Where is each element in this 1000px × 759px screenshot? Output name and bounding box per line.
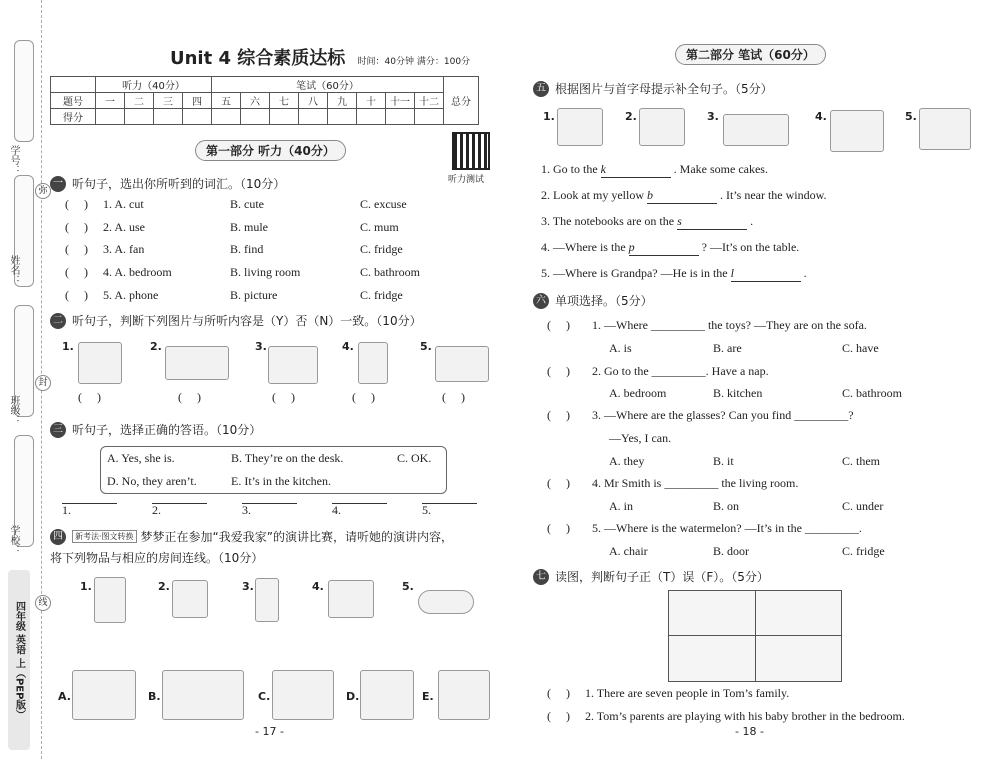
q3-options-box bbox=[100, 446, 447, 494]
col-header: 一 bbox=[96, 93, 125, 109]
answer-paren[interactable]: ( ) bbox=[65, 265, 88, 279]
family-house-image bbox=[668, 590, 842, 682]
seal-mark-1: 弥 bbox=[35, 183, 51, 199]
sofa-image bbox=[723, 114, 789, 146]
option-b: B. kitchen bbox=[713, 386, 763, 400]
score-table bbox=[50, 76, 479, 125]
part1-heading: 第一部分 听力（40分） bbox=[195, 140, 346, 161]
option-c: C. bathroom bbox=[360, 265, 420, 279]
q2-answer-4[interactable]: ( ) bbox=[352, 390, 375, 404]
row-label-score: 得分 bbox=[51, 109, 96, 125]
q3-option: C. OK. bbox=[397, 451, 432, 465]
answer-paren[interactable]: ( ) bbox=[65, 242, 88, 256]
question-text: 5. —Where is the watermelon? —It’s in the _________. bbox=[592, 521, 862, 535]
living-room-image bbox=[162, 670, 244, 720]
girl-phone-image bbox=[78, 342, 122, 384]
score-cell[interactable] bbox=[241, 109, 270, 125]
fill-blank[interactable] bbox=[647, 188, 717, 204]
q3-option: D. No, they aren’t. bbox=[107, 474, 197, 488]
q4-item-label: 2. bbox=[158, 580, 170, 593]
col-header: 五 bbox=[212, 93, 241, 109]
q4-number: 四 bbox=[50, 529, 66, 545]
answer-paren[interactable]: ( ) bbox=[547, 521, 570, 535]
statement-text: 2. Tom’s parents are playing with his baby brother in the bedroom. bbox=[585, 709, 905, 723]
q5-sentence-3 bbox=[541, 214, 753, 230]
score-cell[interactable] bbox=[386, 109, 415, 125]
option-a: A. in bbox=[609, 499, 633, 513]
answer-paren[interactable]: ( ) bbox=[547, 318, 570, 332]
sentence-text: 4. —Where is the bbox=[541, 240, 626, 254]
hint-letter: l bbox=[730, 266, 734, 280]
option-b: B. living room bbox=[230, 265, 301, 279]
q5-sentence-1 bbox=[541, 162, 768, 178]
question-text: 4. Mr Smith is _________ the living room. bbox=[592, 476, 799, 490]
computer-image bbox=[328, 580, 374, 618]
score-cell[interactable] bbox=[183, 109, 212, 125]
blank-label: 4. bbox=[332, 503, 341, 517]
seal-mark-2: 封 bbox=[35, 375, 51, 391]
q2-answer-5[interactable]: ( ) bbox=[442, 390, 465, 404]
answer-blank[interactable] bbox=[332, 503, 387, 504]
unit-title: Unit 4 综合素质达标 bbox=[170, 48, 346, 69]
q5-pic-label: 3. bbox=[707, 110, 719, 123]
q2-pic-label: 2. bbox=[150, 340, 162, 353]
option-c: C. excuse bbox=[360, 197, 407, 211]
q4-room-label: B. bbox=[148, 690, 161, 703]
option-a: 1. A. cut bbox=[103, 197, 144, 211]
q3-number: 三 bbox=[50, 422, 66, 438]
option-c: C. them bbox=[842, 454, 880, 468]
q4-item-label: 4. bbox=[312, 580, 324, 593]
row-label-number: 题号 bbox=[51, 93, 96, 109]
question-text: 1. —Where _________ the toys? —They are on the sofa. bbox=[592, 318, 867, 332]
answer-paren[interactable]: ( ) bbox=[547, 709, 570, 723]
option-a: A. is bbox=[609, 341, 632, 355]
sentence-text: . Make some cakes. bbox=[673, 162, 768, 176]
student-id-box[interactable] bbox=[14, 40, 34, 142]
sentence-text: 3. The notebooks are on the bbox=[541, 214, 675, 228]
fill-blank[interactable] bbox=[629, 240, 699, 256]
answer-blank[interactable] bbox=[242, 503, 297, 504]
q3-option: E. It’s in the kitchen. bbox=[231, 474, 331, 488]
score-cell[interactable] bbox=[212, 109, 241, 125]
sentence-text: . It’s near the window. bbox=[719, 188, 827, 202]
q7-heading bbox=[533, 568, 769, 585]
q5-heading bbox=[533, 80, 773, 97]
col-header: 四 bbox=[183, 93, 212, 109]
teddy-bear-image bbox=[94, 577, 126, 623]
col-header: 十一 bbox=[386, 93, 415, 109]
score-cell[interactable] bbox=[125, 109, 154, 125]
picture-frame-image bbox=[172, 580, 208, 618]
q5-text: 根据图片与首字母提示补全句子。（5分） bbox=[555, 82, 773, 96]
score-cell[interactable] bbox=[270, 109, 299, 125]
score-table-corner bbox=[51, 77, 96, 93]
q4-room-label: D. bbox=[346, 690, 360, 703]
q4-tag: 新考法·图文转换 bbox=[72, 530, 137, 543]
blank-label: 5. bbox=[422, 503, 431, 517]
option-c: C. fridge bbox=[360, 242, 403, 256]
page-number: - 17 - bbox=[255, 725, 284, 738]
option-c: C. under bbox=[842, 499, 884, 513]
class-label: 班级： bbox=[8, 395, 19, 425]
q4-room-label: C. bbox=[258, 690, 271, 703]
option-b: B. mule bbox=[230, 220, 268, 234]
q5-sentence-2 bbox=[541, 188, 827, 204]
q1-heading bbox=[50, 175, 285, 192]
answer-paren[interactable]: ( ) bbox=[547, 476, 570, 490]
col-header: 二 bbox=[125, 93, 154, 109]
answer-paren[interactable]: ( ) bbox=[547, 686, 570, 700]
q2-pic-label: 5. bbox=[420, 340, 432, 353]
blank-label: 3. bbox=[242, 503, 251, 517]
q5-number: 五 bbox=[533, 81, 549, 97]
answer-blank[interactable] bbox=[152, 503, 207, 504]
q5-pic-label: 2. bbox=[625, 110, 637, 123]
q2-answer-2[interactable]: ( ) bbox=[178, 390, 201, 404]
bathroom-image bbox=[272, 670, 334, 720]
q1-number: 一 bbox=[50, 176, 66, 192]
q4-text: 梦梦正在参加“我爱我家”的演讲比赛，请听她的演讲内容， bbox=[140, 530, 453, 544]
blank-label: 2. bbox=[152, 503, 161, 517]
score-cell[interactable] bbox=[96, 109, 125, 125]
option-a: A. they bbox=[609, 454, 645, 468]
question-text: 3. —Where are the glasses? Can you find _________? bbox=[592, 408, 854, 422]
col-header: 九 bbox=[328, 93, 357, 109]
bed-image bbox=[639, 108, 685, 146]
binding-sidebar bbox=[0, 0, 48, 759]
option-a: 5. A. phone bbox=[103, 288, 159, 302]
kitchen-sink-image bbox=[557, 108, 603, 146]
part2-heading: 第二部分 笔试（60分） bbox=[675, 44, 826, 65]
q6-number: 六 bbox=[533, 293, 549, 309]
answer-paren[interactable]: ( ) bbox=[547, 408, 570, 422]
col-header: 十 bbox=[357, 93, 386, 109]
sentence-text: . bbox=[803, 266, 807, 280]
option-a: A. bedroom bbox=[609, 386, 667, 400]
q1-text: 听句子，选出你所听到的词汇。（10分） bbox=[72, 177, 286, 191]
option-a: 4. A. bedroom bbox=[103, 265, 172, 279]
page-number: - 18 - bbox=[735, 725, 764, 738]
sentence-text: 1. Go to the bbox=[541, 162, 598, 176]
name-label: 姓名： bbox=[8, 255, 19, 285]
sentence-text: 5. —Where is Grandpa? —He is in the bbox=[541, 266, 728, 280]
total-header: 总分 bbox=[444, 77, 479, 125]
grandpa-tv-image bbox=[919, 108, 971, 150]
page-title bbox=[170, 44, 470, 70]
q5-sentence-4 bbox=[541, 240, 799, 256]
q7-number: 七 bbox=[533, 569, 549, 585]
sentence-text: ? —It’s on the table. bbox=[701, 240, 800, 254]
q5-pic-label: 5. bbox=[905, 110, 917, 123]
hint-letter: s bbox=[677, 214, 682, 228]
q2-answer-1[interactable]: ( ) bbox=[78, 390, 101, 404]
qr-label: 听力测试 bbox=[448, 175, 485, 185]
fill-blank[interactable] bbox=[731, 266, 801, 282]
option-a: A. chair bbox=[609, 544, 648, 558]
option-c: C. fridge bbox=[842, 544, 885, 558]
q3-option: B. They’re on the desk. bbox=[231, 451, 344, 465]
student-id-label: 学号： bbox=[8, 145, 19, 175]
hint-letter: p bbox=[628, 240, 635, 254]
option-c: C. have bbox=[842, 341, 879, 355]
sentence-text: . bbox=[750, 214, 754, 228]
fill-blank[interactable] bbox=[601, 162, 671, 178]
q6-heading bbox=[533, 292, 653, 309]
q4-room-label: E. bbox=[422, 690, 434, 703]
door-image bbox=[358, 342, 388, 384]
q7-text: 读图，判断句子正（T）误（F）。（5分） bbox=[555, 570, 769, 584]
q2-heading bbox=[50, 312, 422, 329]
answer-paren[interactable]: ( ) bbox=[547, 364, 570, 378]
seal-mark-3: 线 bbox=[35, 595, 51, 611]
option-b: B. door bbox=[713, 544, 749, 558]
q5-pic-label: 1. bbox=[543, 110, 555, 123]
fill-blank[interactable] bbox=[677, 214, 747, 230]
school-label: 学校： bbox=[8, 525, 19, 555]
study-room-image bbox=[438, 670, 490, 720]
option-a: 3. A. fan bbox=[103, 242, 145, 256]
q4-room-label: A. bbox=[58, 690, 71, 703]
hint-letter: b bbox=[646, 188, 653, 202]
q2-pic-label: 1. bbox=[62, 340, 74, 353]
col-header: 六 bbox=[241, 93, 270, 109]
q2-number: 二 bbox=[50, 313, 66, 329]
answer-blank[interactable] bbox=[62, 503, 117, 504]
col-header: 十二 bbox=[415, 93, 444, 109]
score-cell[interactable] bbox=[299, 109, 328, 125]
q4-item-label: 3. bbox=[242, 580, 254, 593]
q5-sentence-5 bbox=[541, 266, 807, 282]
book-brand-label: 四年级 英语 上（PEP版） bbox=[8, 570, 30, 750]
glasses-image bbox=[418, 590, 474, 614]
answer-paren[interactable]: ( ) bbox=[65, 197, 88, 211]
q4-item-label: 5. bbox=[402, 580, 414, 593]
q6-text: 单项选择。（5分） bbox=[555, 294, 653, 308]
phone-table-image bbox=[830, 110, 884, 152]
score-cell[interactable] bbox=[415, 109, 444, 125]
answer-paren[interactable]: ( ) bbox=[65, 288, 88, 302]
q3-option: A. Yes, she is. bbox=[107, 451, 175, 465]
writing-header: 笔试（60分） bbox=[212, 77, 444, 93]
sentence-text: 2. Look at my yellow bbox=[541, 188, 644, 202]
score-cell[interactable] bbox=[154, 109, 183, 125]
q2-text: 听句子，判断下列图片与所听内容是（Y）否（N）一致。（10分） bbox=[72, 314, 422, 328]
listening-header: 听力（40分） bbox=[96, 77, 212, 93]
blank-label: 1. bbox=[62, 503, 71, 517]
fridge-image bbox=[255, 578, 279, 622]
table-image bbox=[435, 346, 489, 382]
kitchen-room-image bbox=[360, 670, 414, 720]
option-c: C. fridge bbox=[360, 288, 403, 302]
option-c: C. mum bbox=[360, 220, 399, 234]
q2-pic-label: 4. bbox=[342, 340, 354, 353]
option-b: B. on bbox=[713, 499, 740, 513]
col-header: 三 bbox=[154, 93, 183, 109]
question-text: —Yes, I can. bbox=[609, 431, 672, 445]
q3-heading bbox=[50, 421, 261, 438]
sofa-cat-image bbox=[165, 346, 229, 380]
option-b: B. it bbox=[713, 454, 734, 468]
score-cell[interactable] bbox=[328, 109, 357, 125]
question-text: 2. Go to the _________. Have a nap. bbox=[592, 364, 769, 378]
title-meta: 时间：40分钟 满分：100分 bbox=[357, 57, 471, 67]
statement-text: 1. There are seven people in Tom’s family. bbox=[585, 686, 790, 700]
q2-pic-label: 3. bbox=[255, 340, 267, 353]
option-b: B. cute bbox=[230, 197, 264, 211]
option-b: B. find bbox=[230, 242, 264, 256]
q5-pic-label: 4. bbox=[815, 110, 827, 123]
option-c: C. bathroom bbox=[842, 386, 902, 400]
kitchen-image bbox=[268, 346, 318, 384]
qr-code[interactable] bbox=[452, 132, 490, 170]
q4-heading bbox=[50, 528, 453, 545]
option-b: B. are bbox=[713, 341, 742, 355]
q2-answer-3[interactable]: ( ) bbox=[272, 390, 295, 404]
score-cell[interactable] bbox=[357, 109, 386, 125]
answer-paren[interactable]: ( ) bbox=[65, 220, 88, 234]
option-a: 2. A. use bbox=[103, 220, 145, 234]
q4-item-label: 1. bbox=[80, 580, 92, 593]
col-header: 七 bbox=[270, 93, 299, 109]
bedroom-image bbox=[72, 670, 136, 720]
option-b: B. picture bbox=[230, 288, 278, 302]
q4-text-line2: 将下列物品与相应的房间连线。（10分） bbox=[50, 551, 264, 565]
col-header: 八 bbox=[299, 93, 328, 109]
hint-letter: k bbox=[600, 162, 606, 176]
answer-blank[interactable] bbox=[422, 503, 477, 504]
q3-text: 听句子，选择正确的答语。（10分） bbox=[72, 423, 262, 437]
